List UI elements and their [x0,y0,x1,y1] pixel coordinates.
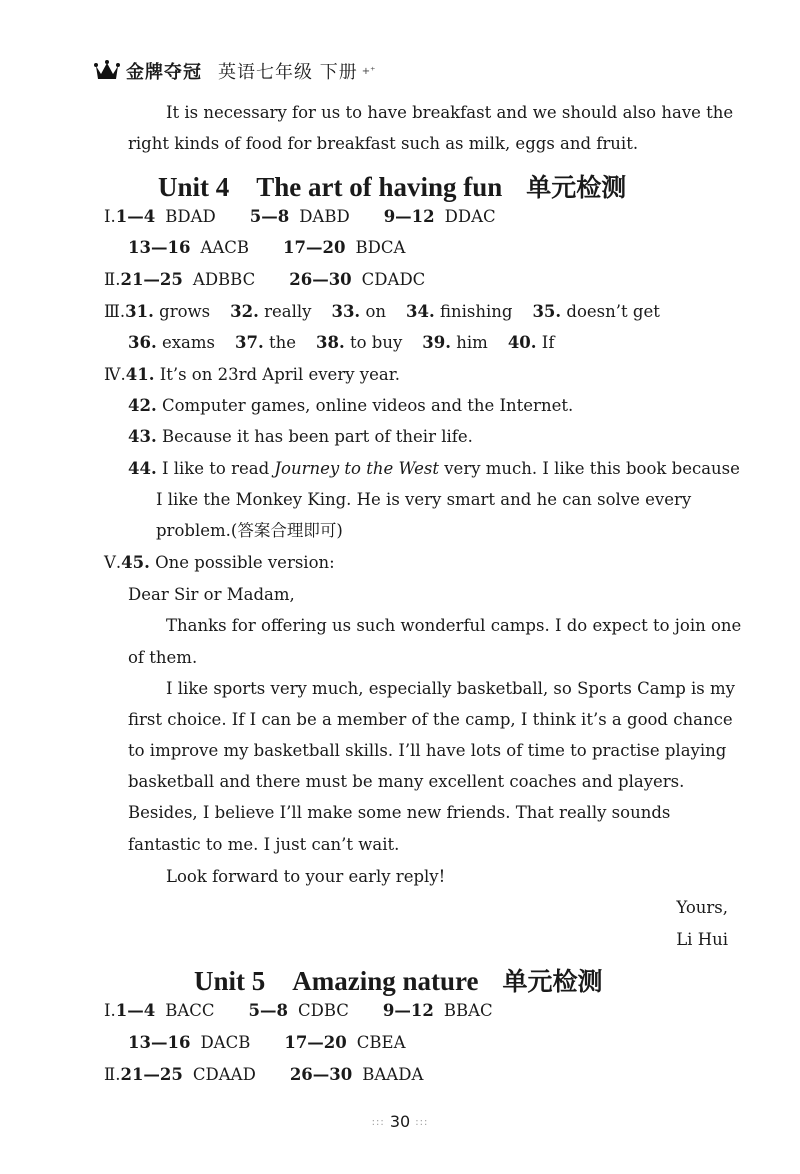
unit4-answer-43: 43. Because it has been part of their life. [128,427,473,446]
letter-p2-line6: fantastic to me. I just can’t wait. [128,835,400,854]
unit4-answer-44-line3: problem.(答案合理即可) [156,521,343,540]
book-subtitle: 英语七年级 下册 [218,62,358,83]
letter-p2-line4: basketball and there must be many excellent coaches and players. [128,772,685,791]
letter-p2-line1: I like sports very much, especially basketball, so Sports Camp is my [166,679,735,698]
unit4-section3-row2: 36. exams 37. the 38. to buy 39. him 40. If [128,333,555,352]
unit4-answer-44-line2: I like the Monkey King. He is very smart and he can solve every [156,490,692,509]
unit4-title: Unit 4 The art of having fun 单元检测 [158,172,627,202]
dots-right: ::: [415,1117,429,1128]
letter-p1-line1: Thanks for offering us such wonderful camps. I do expect to join one [166,616,742,635]
intro-line-1: It is necessary for us to have breakfast and we should also have the [166,103,734,122]
unit4-answer-41: Ⅳ.41. It’s on 23rd April every year. [104,365,401,384]
unit4-answer-45: Ⅴ.45. One possible version: [104,553,335,572]
unit4-section1-row1: Ⅰ.1—4 BDAD 5—8 DABD 9—12 DDAC [104,207,496,226]
page-number: ::: 30 ::: [371,1112,429,1131]
unit4-answer-42: 42. Computer games, online videos and the Internet. [128,396,574,415]
unit4-section1-row2: 13—16 AACB 17—20 BDCA [128,238,406,257]
unit5-title: Unit 5 Amazing nature 单元检测 [194,966,603,996]
letter-signature: Li Hui [676,930,728,949]
letter-p2-line3: to improve my basketball skills. I’ll have lots of time to practise playing [128,741,727,760]
letter-greeting: Dear Sir or Madam, [128,585,295,604]
crown-icon [94,60,120,82]
unit4-section3-row1: Ⅲ.31. grows 32. really 33. on 34. finishing 35. doesn’t get [104,302,660,321]
letter-closing: Yours, [676,898,728,917]
unit4-section2: Ⅱ.21—25 ADBBC 26—30 CDADC [104,270,426,289]
unit5-section1-row2: 13—16 DACB 17—20 CBEA [128,1033,406,1052]
sparkle-icon: +⁺ [361,65,376,77]
letter-p3: Look forward to your early reply! [166,867,446,886]
letter-p2-line2: first choice. If I can be a member of the camp, I think it’s a good chance [128,710,733,729]
intro-line-2: right kinds of food for breakfast such as milk, eggs and fruit. [128,134,639,153]
unit4-answer-44: 44. I like to read Journey to the West very much. I like this book because [128,459,740,478]
letter-p1-line2: of them. [128,648,198,667]
page-header [94,56,375,86]
dots-left: ::: [371,1117,385,1128]
unit5-section1-row1: Ⅰ.1—4 BACC 5—8 CDBC 9—12 BBAC [104,1001,493,1020]
book-title: Journey to the West [274,459,439,478]
unit5-section2: Ⅱ.21—25 CDAAD 26—30 BAADA [104,1065,424,1084]
letter-p2-line5: Besides, I believe I’ll make some new friends. That really sounds [128,803,671,822]
brand-name: 金牌夺冠 [126,62,202,83]
